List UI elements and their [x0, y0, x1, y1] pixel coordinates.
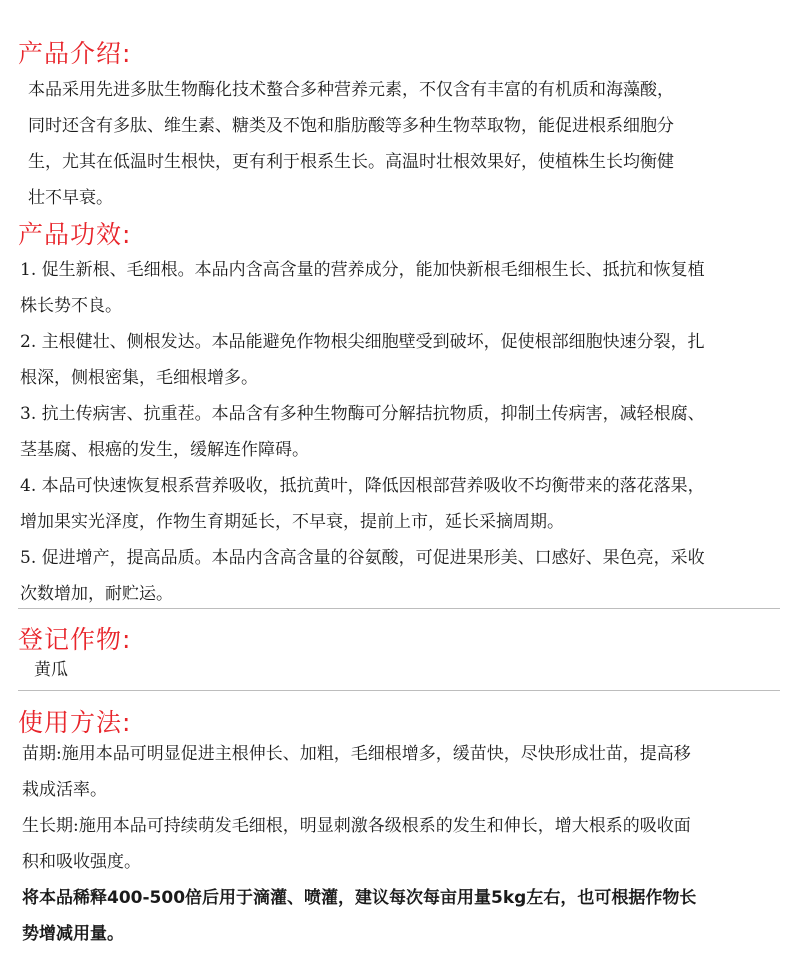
divider	[18, 690, 780, 691]
crops-heading: 登记作物:	[18, 625, 132, 654]
intro-line: 同时还含有多肽、维生素、糖类及不饱和脂肪酸等多种生物萃取物，能促进根系细胞分	[28, 116, 674, 136]
usage-heading: 使用方法:	[18, 708, 132, 737]
intro-line: 本品采用先进多肽生物酶化技术螯合多种营养元素，不仅含有丰富的有机质和海藻酸，	[28, 80, 674, 100]
effects-heading: 产品功效:	[18, 220, 132, 249]
effect-item-3-line: 3. 抗土传病害、抗重茬。本品含有多种生物酶可分解拮抗物质，抑制土传病害，减轻根腐、	[20, 404, 705, 424]
crops-value	[34, 652, 68, 688]
usage-body	[22, 736, 696, 952]
effect-item-4-line: 增加果实光泽度，作物生育期延长，不早衰，提前上市，延长采摘周期。	[20, 512, 564, 532]
usage-dosage-line: 势增减用量。	[22, 924, 124, 944]
intro-line: 生，尤其在低温时生根快，更有利于根系生长。高温时壮根效果好，使植株生长均衡健	[28, 152, 674, 172]
effect-item-3-line: 茎基腐、根癌的发生，缓解连作障碍。	[20, 440, 309, 460]
effect-item-2-line: 根深，侧根密集，毛细根增多。	[20, 368, 258, 388]
usage-seedling-line: 栽成活率。	[22, 780, 107, 800]
divider	[18, 608, 780, 609]
intro-heading: 产品介绍:	[18, 39, 132, 68]
intro-paragraph	[28, 72, 674, 216]
effects-list	[20, 252, 705, 612]
effect-item-1-line: 1. 促生新根、毛细根。本品内含高含量的营养成分，能加快新根毛细根生长、抵抗和恢复植	[20, 260, 705, 280]
effect-item-2-line: 2. 主根健壮、侧根发达。本品能避免作物根尖细胞壁受到破坏，促使根部细胞快速分裂，扎	[20, 332, 705, 352]
effect-item-5-line: 5. 促进增产，提高品质。本品内含高含量的谷氨酸，可促进果形美、口感好、果色亮，采收	[20, 548, 705, 568]
effect-item-5-line: 次数增加，耐贮运。	[20, 584, 173, 604]
intro-line: 壮不早衰。	[28, 188, 113, 208]
usage-growth-line: 生长期:施用本品可持续萌发毛细根，明显刺激各级根系的发生和伸长，增大根系的吸收面	[22, 816, 691, 836]
crop-name: 黄瓜	[34, 660, 68, 680]
effect-item-1-line: 株长势不良。	[20, 296, 122, 316]
usage-dosage-line: 将本品稀释400-500倍后用于滴灌、喷灌，建议每次每亩用量5kg左右，也可根据作物长	[22, 888, 697, 908]
usage-seedling-line: 苗期:施用本品可明显促进主根伸长、加粗，毛细根增多，缓苗快，尽快形成壮苗，提高移	[22, 744, 691, 764]
effect-item-4-line: 4. 本品可快速恢复根系营养吸收，抵抗黄叶，降低因根部营养吸收不均衡带来的落花落果，	[20, 476, 705, 496]
usage-growth-line: 积和吸收强度。	[22, 852, 141, 872]
